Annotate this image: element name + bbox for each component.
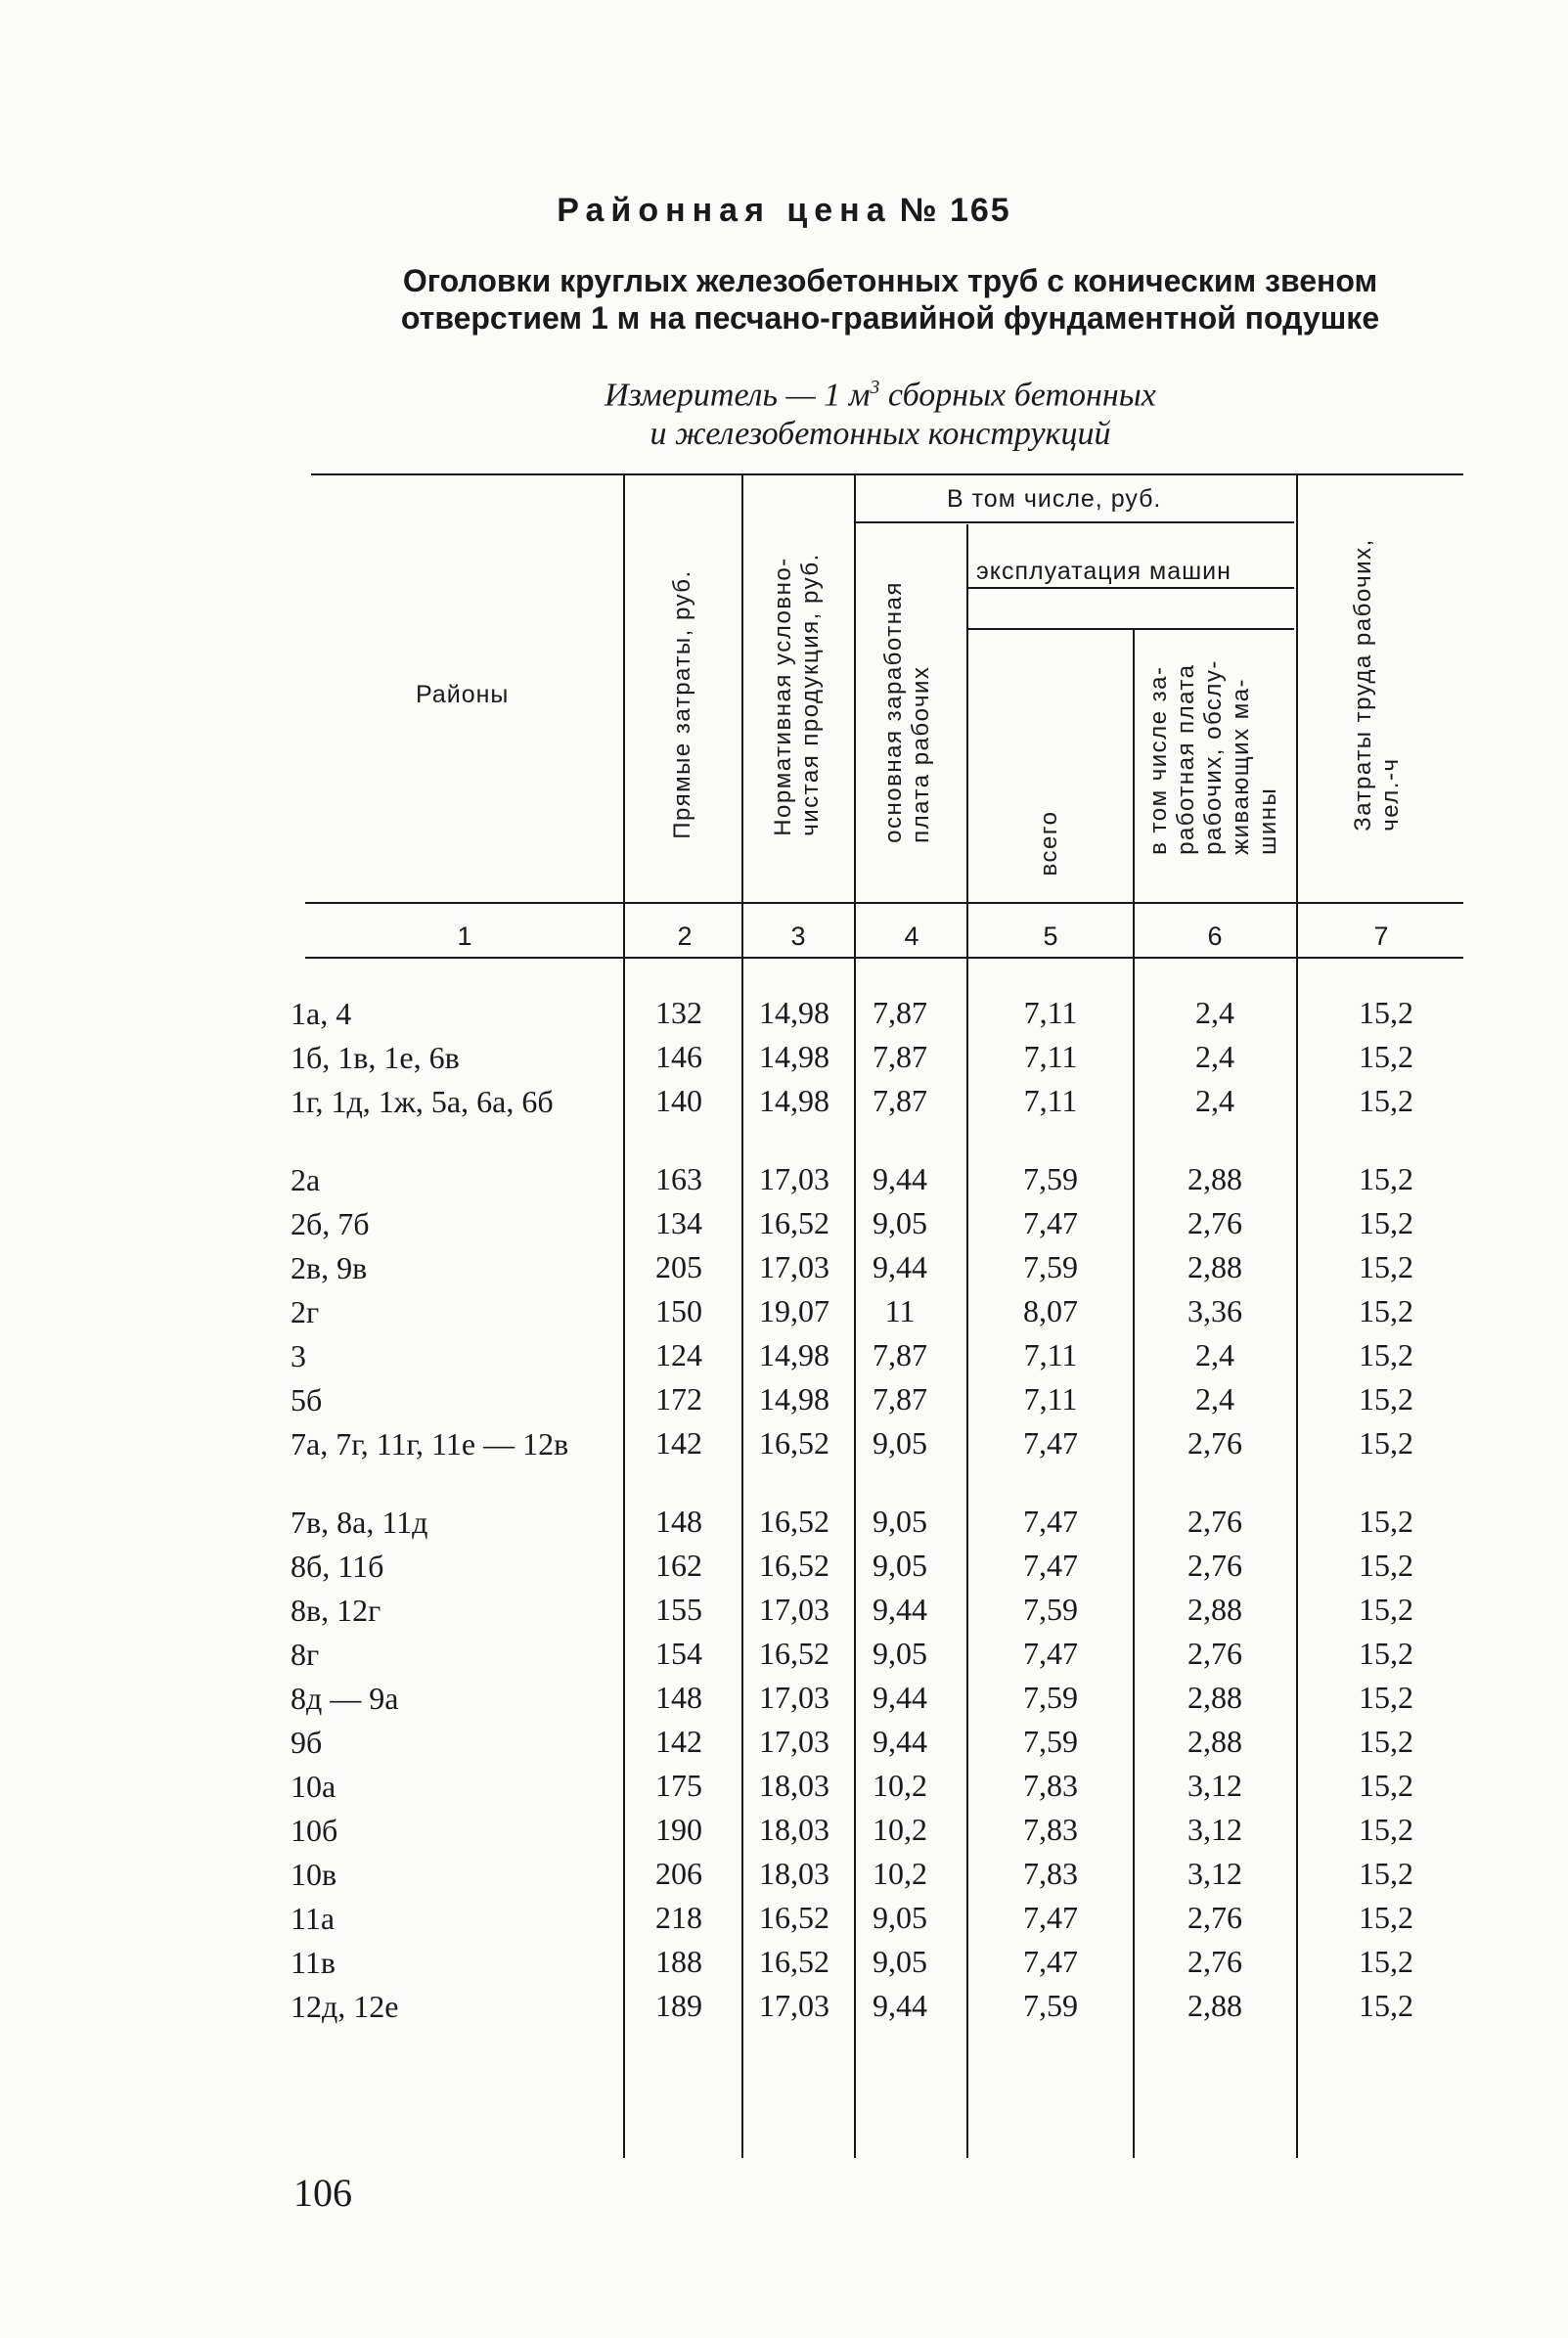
header-bottom-rule (305, 902, 1463, 904)
cell-col-2: 140 (655, 1083, 702, 1118)
cell-col-2: 190 (655, 1812, 702, 1847)
machines-rule-1 (968, 587, 1294, 589)
cell-col-5: 7,11 (1023, 1039, 1078, 1074)
cell-col-5: 7,59 (1023, 1249, 1078, 1284)
cell-col-4: 9,05 (873, 1944, 927, 1979)
header-direct-costs (669, 569, 696, 838)
cell-col-7: 15,2 (1359, 1039, 1413, 1074)
column-number-4: 4 (904, 922, 919, 951)
cell-col-6: 2,88 (1187, 1988, 1242, 2023)
column-number-7: 7 (1373, 922, 1389, 951)
subtitle-line-2: отверстием 1 м на песчано-гравийной фундаментной подушке (400, 300, 1380, 336)
measure-line-2: и железобетонных конструкций (650, 416, 1111, 453)
cell-col-7: 15,2 (1359, 1812, 1413, 1847)
cell-region: 2а (291, 1162, 321, 1197)
cell-col-3: 17,03 (759, 1249, 829, 1284)
cell-col-6: 2,4 (1195, 1381, 1234, 1416)
page-title (0, 192, 1568, 230)
cell-col-7: 15,2 (1359, 1900, 1413, 1935)
cell-col-5: 7,47 (1023, 1636, 1078, 1671)
cell-col-6: 2,4 (1195, 995, 1234, 1030)
header-machine-wage-line-4: живающих ма- (1228, 677, 1254, 855)
cell-col-6: 2,76 (1187, 1548, 1242, 1583)
cell-col-5: 8,07 (1023, 1293, 1078, 1328)
measure-superscript: 3 (870, 377, 880, 398)
cell-region: 2г (291, 1294, 320, 1329)
cell-col-7: 15,2 (1359, 1083, 1413, 1118)
cell-col-4: 9,44 (873, 1680, 927, 1715)
header-incl: В том числе, руб. (947, 485, 1162, 513)
cell-col-4: 9,05 (873, 1504, 927, 1539)
cell-col-3: 17,03 (759, 1988, 829, 2023)
incl-rule (856, 521, 1294, 523)
header-normative-line-1: Нормативная условно- (770, 557, 796, 836)
cell-region: 2в, 9в (291, 1250, 368, 1285)
cell-col-2: 162 (655, 1548, 702, 1583)
cell-col-3: 16,52 (759, 1944, 829, 1979)
cell-col-6: 2,88 (1187, 1161, 1242, 1196)
cell-col-7: 15,2 (1359, 1724, 1413, 1759)
cell-region: 3 (291, 1338, 306, 1373)
header-total-text: всего (1036, 810, 1062, 877)
measure-line-1-b: сборных бетонных (879, 377, 1156, 414)
cell-col-5: 7,59 (1023, 1592, 1078, 1627)
cell-col-4: 7,87 (873, 1039, 927, 1074)
cell-col-6: 3,12 (1187, 1768, 1242, 1803)
column-number-2: 2 (677, 922, 693, 951)
cell-col-2: 172 (655, 1381, 702, 1416)
column-number-1: 1 (457, 922, 472, 951)
cell-col-2: 154 (655, 1636, 702, 1671)
cell-col-2: 206 (655, 1856, 702, 1891)
cell-col-7: 15,2 (1359, 995, 1413, 1030)
cell-col-3: 17,03 (759, 1680, 829, 1715)
header-labor-line-2: чел.-ч (1377, 757, 1404, 832)
cell-col-4: 9,44 (873, 1592, 927, 1627)
measure-line-1 (489, 368, 1272, 415)
cell-col-6: 2,76 (1187, 1636, 1242, 1671)
measure-line-1-a: Измеритель — 1 м (605, 377, 871, 414)
header-wage-line-1: основная заработная (880, 581, 907, 843)
measurement-unit (489, 368, 1272, 454)
cell-col-2: 148 (655, 1504, 702, 1539)
cell-region: 10а (291, 1769, 336, 1804)
cell-col-5: 7,83 (1023, 1768, 1078, 1803)
cell-col-5: 7,11 (1023, 1337, 1078, 1372)
cell-region: 12д, 12е (291, 1989, 399, 2024)
column-number-3: 3 (790, 922, 806, 951)
cell-col-2: 142 (655, 1425, 702, 1461)
cell-col-2: 163 (655, 1161, 702, 1196)
header-labor-line-1: Затраты труда рабочих, (1350, 538, 1376, 832)
cell-col-3: 17,03 (759, 1724, 829, 1759)
header-total (1036, 811, 1063, 877)
cell-col-5: 7,47 (1023, 1425, 1078, 1461)
cell-col-7: 15,2 (1359, 1425, 1413, 1461)
cell-col-4: 9,44 (873, 1988, 927, 2023)
cell-col-6: 2,88 (1187, 1724, 1242, 1759)
col-divider-4 (966, 524, 968, 2158)
cell-col-5: 7,47 (1023, 1900, 1078, 1935)
cell-col-3: 16,52 (759, 1900, 829, 1935)
cell-col-7: 15,2 (1359, 1680, 1413, 1715)
cell-col-4: 7,87 (873, 1381, 927, 1416)
cell-region: 7а, 7г, 11г, 11е — 12в (291, 1426, 569, 1461)
cell-col-5: 7,59 (1023, 1161, 1078, 1196)
cell-region: 1а, 4 (291, 996, 352, 1031)
cell-region: 5б (291, 1382, 323, 1417)
cell-col-5: 7,47 (1023, 1548, 1078, 1583)
cell-col-3: 14,98 (759, 1337, 829, 1372)
cell-region: 7в, 8а, 11д (291, 1505, 428, 1540)
header-direct-costs-text: Прямые затраты, руб. (669, 569, 695, 839)
cell-col-5: 7,47 (1023, 1504, 1078, 1539)
table-top-rule (311, 473, 1463, 475)
cell-region: 8д — 9а (291, 1681, 399, 1716)
cell-col-7: 15,2 (1359, 1944, 1413, 1979)
cell-col-3: 18,03 (759, 1856, 829, 1891)
cell-col-6: 2,4 (1195, 1083, 1234, 1118)
cell-col-4: 7,87 (873, 1083, 927, 1118)
cell-col-7: 15,2 (1359, 1548, 1413, 1583)
title-number: № 165 (899, 192, 1011, 229)
cell-region: 1г, 1д, 1ж, 5а, 6а, 6б (291, 1084, 554, 1119)
cell-col-5: 7,11 (1023, 1083, 1078, 1118)
cell-col-4: 7,87 (873, 1337, 927, 1372)
cell-col-2: 218 (655, 1900, 702, 1935)
cell-col-5: 7,83 (1023, 1856, 1078, 1891)
cell-col-4: 9,44 (873, 1724, 927, 1759)
cell-col-2: 134 (655, 1205, 702, 1240)
cell-col-7: 15,2 (1359, 1161, 1413, 1196)
cell-col-4: 11 (884, 1293, 916, 1328)
cell-col-3: 16,52 (759, 1205, 829, 1240)
cell-region: 1б, 1в, 1е, 6в (291, 1040, 460, 1075)
cell-col-5: 7,83 (1023, 1812, 1078, 1847)
cell-col-6: 2,88 (1187, 1680, 1242, 1715)
subtitle (352, 262, 1428, 337)
page-number: 106 (293, 2171, 352, 2215)
cell-col-2: 132 (655, 995, 702, 1030)
subtitle-line-1: Оголовки круглых железобетонных труб с коническим звеном (402, 263, 1378, 298)
cell-col-6: 2,76 (1187, 1944, 1242, 1979)
cell-col-4: 10,2 (873, 1856, 927, 1891)
cell-col-6: 2,88 (1187, 1249, 1242, 1284)
cell-col-4: 9,05 (873, 1205, 927, 1240)
header-labor (1350, 538, 1405, 832)
cell-col-4: 9,05 (873, 1636, 927, 1671)
header-machine-wage-line-1: в том числе за- (1145, 665, 1172, 855)
cell-region: 10б (291, 1813, 338, 1848)
cell-col-7: 15,2 (1359, 1988, 1413, 2023)
header-machine-wage-line-3: рабочих, обслу- (1200, 659, 1227, 855)
cell-region: 8б, 11б (291, 1549, 384, 1584)
cell-col-2: 189 (655, 1988, 702, 2023)
cell-col-7: 15,2 (1359, 1249, 1413, 1284)
cell-col-7: 15,2 (1359, 1337, 1413, 1372)
cell-col-7: 15,2 (1359, 1636, 1413, 1671)
column-number-5: 5 (1043, 922, 1058, 951)
cell-col-3: 16,52 (759, 1636, 829, 1671)
cell-col-6: 2,76 (1187, 1425, 1242, 1461)
header-machine-wage-line-2: работная плата (1173, 663, 1199, 855)
col-divider-3 (854, 475, 856, 2158)
cell-col-2: 188 (655, 1944, 702, 1979)
cell-col-2: 205 (655, 1249, 702, 1284)
cell-col-2: 142 (655, 1724, 702, 1759)
cell-col-3: 14,98 (759, 1039, 829, 1074)
cell-col-7: 15,2 (1359, 1592, 1413, 1627)
header-machine-wage-line-5: шины (1255, 787, 1281, 855)
header-machine-wage (1145, 659, 1282, 855)
cell-region: 8г (291, 1637, 320, 1672)
cell-col-2: 150 (655, 1293, 702, 1328)
cell-col-7: 15,2 (1359, 1768, 1413, 1803)
header-normative (770, 553, 825, 836)
cell-col-4: 9,05 (873, 1548, 927, 1583)
cell-col-3: 16,52 (759, 1425, 829, 1461)
cell-col-5: 7,47 (1023, 1944, 1078, 1979)
cell-region: 10в (291, 1857, 337, 1892)
header-regions: Районы (416, 681, 510, 708)
cell-region: 9б (291, 1725, 323, 1760)
cell-col-3: 14,98 (759, 1083, 829, 1118)
col-divider-6 (1296, 475, 1298, 2158)
cell-col-6: 2,88 (1187, 1592, 1242, 1627)
cell-col-5: 7,11 (1023, 995, 1078, 1030)
cell-col-3: 14,98 (759, 1381, 829, 1416)
cell-col-7: 15,2 (1359, 1205, 1413, 1240)
header-wage-line-2: плата рабочих (908, 665, 934, 843)
cell-col-2: 146 (655, 1039, 702, 1074)
cell-col-3: 16,52 (759, 1548, 829, 1583)
cell-col-5: 7,59 (1023, 1680, 1078, 1715)
cell-col-3: 16,52 (759, 1504, 829, 1539)
cell-region: 8в, 12г (291, 1593, 381, 1628)
cell-col-4: 9,44 (873, 1249, 927, 1284)
cell-col-6: 2,76 (1187, 1504, 1242, 1539)
cell-region: 11а (291, 1901, 336, 1936)
cell-col-2: 148 (655, 1680, 702, 1715)
cell-col-2: 124 (655, 1337, 702, 1372)
cell-region: 2б, 7б (291, 1206, 370, 1241)
col-divider-1 (623, 475, 625, 2158)
cell-col-5: 7,47 (1023, 1205, 1078, 1240)
cell-col-2: 175 (655, 1768, 702, 1803)
cell-col-7: 15,2 (1359, 1504, 1413, 1539)
cell-col-4: 10,2 (873, 1812, 927, 1847)
cell-col-3: 18,03 (759, 1812, 829, 1847)
col-divider-5 (1133, 630, 1135, 2158)
cell-col-3: 14,98 (759, 995, 829, 1030)
cell-col-6: 3,36 (1187, 1293, 1242, 1328)
cell-col-5: 7,11 (1023, 1381, 1078, 1416)
cell-col-4: 10,2 (873, 1768, 927, 1803)
title-text: Районная цена (557, 192, 892, 229)
cell-col-4: 7,87 (873, 995, 927, 1030)
machines-rule-2 (968, 628, 1294, 630)
cell-col-4: 9,44 (873, 1161, 927, 1196)
cell-col-5: 7,59 (1023, 1724, 1078, 1759)
cell-col-6: 2,76 (1187, 1900, 1242, 1935)
cell-col-7: 15,2 (1359, 1856, 1413, 1891)
cell-col-5: 7,59 (1023, 1988, 1078, 2023)
cell-col-6: 2,4 (1195, 1039, 1234, 1074)
cell-col-3: 17,03 (759, 1592, 829, 1627)
cell-col-4: 9,05 (873, 1900, 927, 1935)
cell-col-6: 2,76 (1187, 1205, 1242, 1240)
numbers-bottom-rule (305, 957, 1463, 959)
cell-col-7: 15,2 (1359, 1381, 1413, 1416)
header-machines: эксплуатация машин (976, 558, 1232, 585)
cell-region: 11в (291, 1945, 336, 1980)
cell-col-6: 2,4 (1195, 1337, 1234, 1372)
cell-col-7: 15,2 (1359, 1293, 1413, 1328)
cell-col-3: 17,03 (759, 1161, 829, 1196)
header-normative-line-2: чистая продукция, руб. (797, 553, 824, 836)
cell-col-6: 3,12 (1187, 1812, 1242, 1847)
cell-col-6: 3,12 (1187, 1856, 1242, 1891)
cell-col-4: 9,05 (873, 1425, 927, 1461)
cell-col-3: 19,07 (759, 1293, 829, 1328)
column-number-6: 6 (1207, 922, 1223, 951)
header-wage (880, 581, 935, 843)
cell-col-2: 155 (655, 1592, 702, 1627)
cell-col-3: 18,03 (759, 1768, 829, 1803)
